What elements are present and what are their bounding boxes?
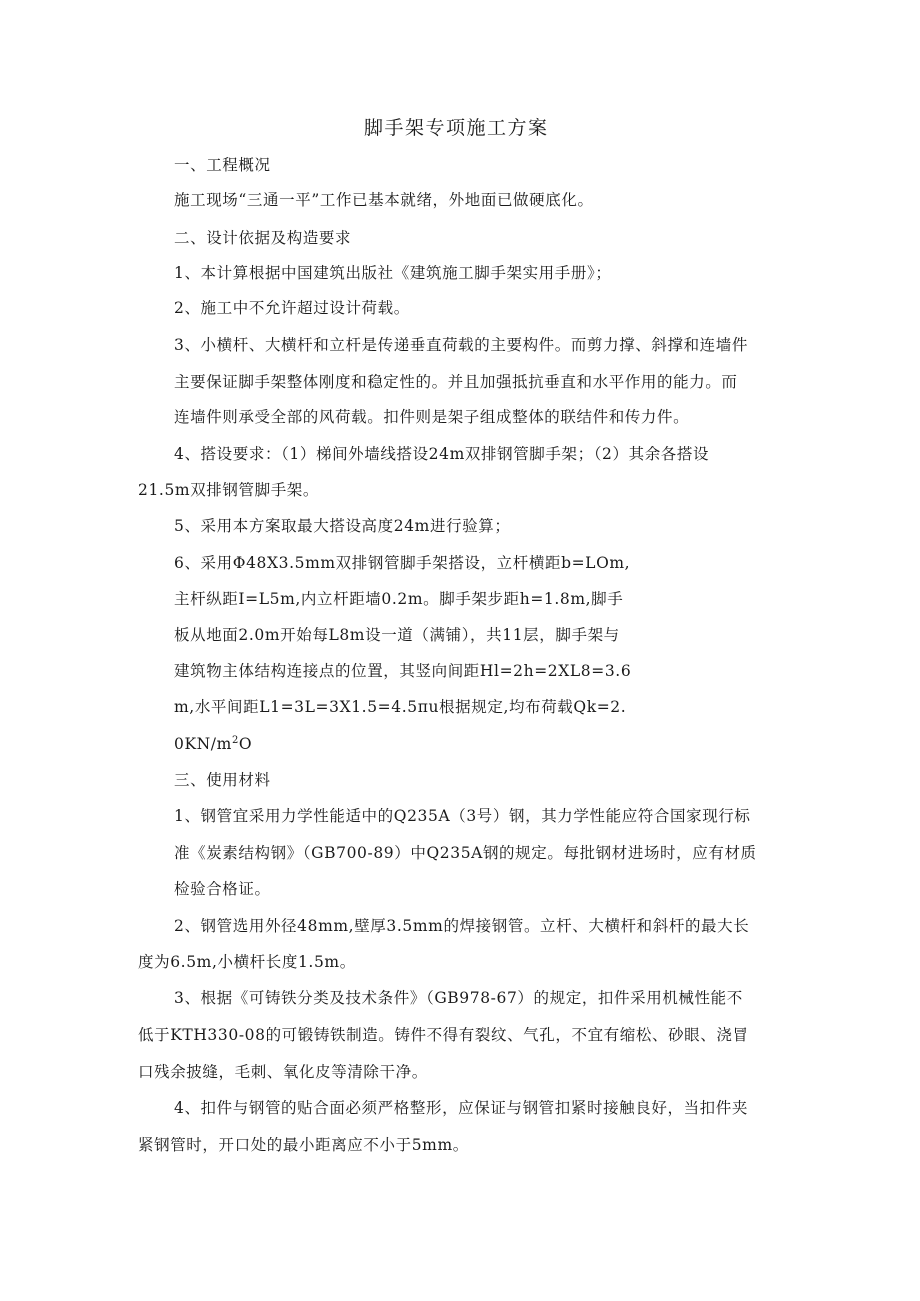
unit-tail-text: O xyxy=(238,735,253,753)
paragraph-line: 2、钢管选用外径48mm,壁厚3.5mm的焊接钢管。立杆、大横杆和斜杆的最大长 xyxy=(174,917,750,935)
paragraph-line: 连墙件则承受全部的风荷载。扣件则是架子组成整体的联结件和传力件。 xyxy=(174,408,690,426)
load-unit-text: 0KN/m xyxy=(174,735,232,753)
paragraph-line: 主杆纵距I=L5m,内立杆距墙0.2m。脚手架步距h=1.8m,脚手 xyxy=(174,590,624,608)
paragraph-line: 1、本计算根据中国建筑出版社《建筑施工脚手架实用手册》； xyxy=(174,264,612,282)
paragraph-line: 口残余披缝，毛刺、氧化皮等清除干净。 xyxy=(138,1063,428,1081)
paragraph-line: m,水平间距L1=3L=3X1.5=4.5πu根据规定,均布荷载Qk=2. xyxy=(174,698,627,716)
paragraph-line: 4、搭设要求：（1）梯间外墙线搭设24m双排钢管脚手架；（2）其余各搭设 xyxy=(174,445,710,463)
paragraph-line: 建筑物主体结构连接点的位置，其竖向间距Hl=2h=2XL8=3.6 xyxy=(174,662,632,680)
paragraph-line: 2、施工中不允许超过设计荷载。 xyxy=(174,299,410,317)
paragraph-line: 板从地面2.0m开始每L8m设一道（满铺），共11层，脚手架与 xyxy=(174,626,620,644)
document-title: 脚手架专项施工方案 xyxy=(364,117,549,139)
paragraph-line: 5、采用本方案取最大搭设高度24m进行验算； xyxy=(174,517,511,535)
paragraph-line: 准《炭素结构钢》（GB700-89）中Q235A钢的规定。每批钢材进场时，应有材质 xyxy=(174,844,757,862)
paragraph-line: 1、钢管宜采用力学性能适中的Q235A（3号）钢，其力学性能应符合国家现行标 xyxy=(174,807,751,825)
paragraph-line: 施工现场“三通一平”工作已基本就绪，外地面已做硬底化。 xyxy=(174,191,594,209)
paragraph-line: 主要保证脚手架整体刚度和稳定性的。并且加强抵抗垂直和水平作用的能力。而 xyxy=(174,373,738,391)
paragraph-line: 低于KTH330-08的可锻铸铁制造。铸件不得有裂纹、气孔，不宜有缩松、砂眼、浇冒 xyxy=(138,1026,749,1044)
paragraph-line: 3、根据《可铸铁分类及技术条件》（GB978-67）的规定，扣件采用机械性能不 xyxy=(174,989,743,1007)
paragraph-line: 3、小横杆、大横杆和立杆是传递垂直荷载的主要构件。而剪力撑、斜撑和连墙件 xyxy=(174,336,748,354)
paragraph-line: 21.5m双排钢管脚手架。 xyxy=(138,481,320,499)
section-heading-materials: 三、使用材料 xyxy=(174,771,271,789)
section-heading-design: 二、设计依据及构造要求 xyxy=(174,229,352,247)
section-heading-overview: 一、工程概况 xyxy=(174,156,271,174)
unit-superscript: 2 xyxy=(231,734,239,746)
paragraph-line: 度为6.5m,小横杆长度1.5m。 xyxy=(138,953,356,971)
load-unit-line xyxy=(174,734,252,754)
paragraph-line: 紧钢管时，开口处的最小距离应不小于5mm。 xyxy=(138,1136,469,1154)
paragraph-line: 检验合格证。 xyxy=(174,880,271,898)
paragraph-line: 6、采用Φ48X3.5mm双排钢管脚手架搭设，立杆横距b=LOm, xyxy=(174,554,631,572)
paragraph-line: 4、扣件与钢管的贴合面必须严格整形，应保证与钢管扣紧时接触良好，当扣件夹 xyxy=(174,1099,748,1117)
